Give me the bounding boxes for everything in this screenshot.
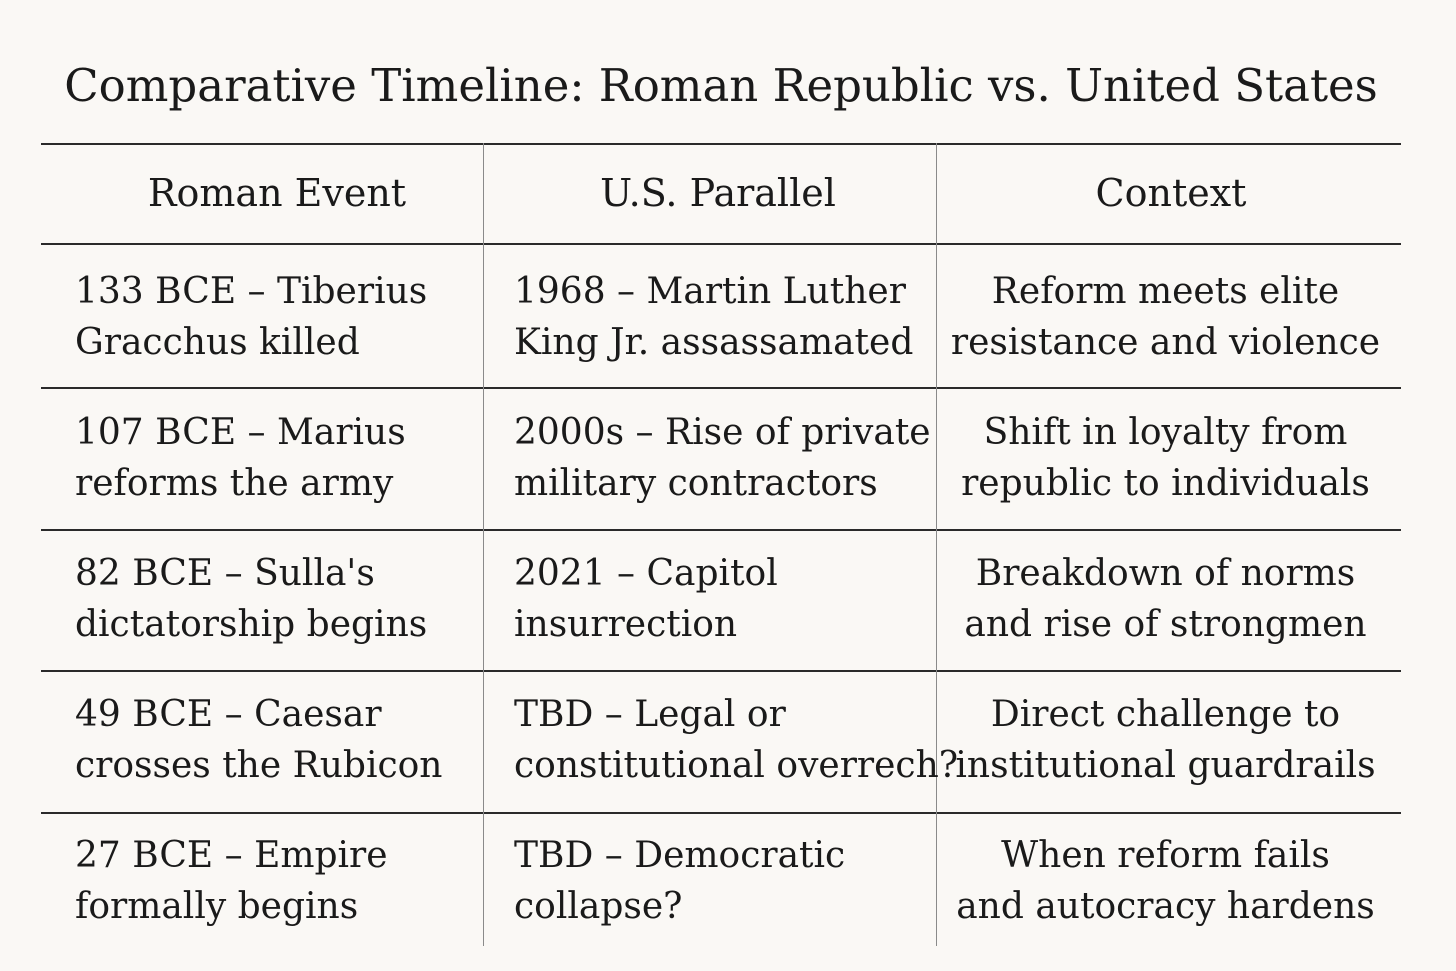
table-cell-context: When reform fails and autocracy hardens: [956, 835, 1375, 927]
table-cell-us: 2021 – Capitol insurrection: [514, 553, 778, 645]
row-divider: [41, 529, 1401, 531]
table-cell-context: Direct challenge to institutional guardrails: [955, 694, 1376, 786]
header-us-parallel: U.S. Parallel: [600, 171, 836, 215]
table-cell-roman: 133 BCE – Tiberius Gracchus killed: [75, 271, 428, 363]
table-cell-context: Shift in loyalty from republic to individuals: [961, 412, 1370, 504]
table-cell-us: TBD – Democratic collapse?: [514, 835, 846, 927]
table-cell-roman: 49 BCE – Caesar crosses the Rubicon: [75, 694, 443, 786]
column-divider: [483, 143, 484, 946]
row-divider: [41, 387, 1401, 389]
table-cell-roman: 27 BCE – Empire formally begins: [75, 835, 388, 927]
table-cell-us: 1968 – Martin Luther King Jr. assassamated: [514, 271, 914, 363]
table-cell-context: Reform meets elite resistance and violence: [950, 271, 1381, 363]
table-cell-context: Breakdown of norms and rise of strongmen: [964, 553, 1367, 645]
row-divider: [41, 670, 1401, 672]
table-cell-roman: 107 BCE – Marius reforms the army: [75, 412, 406, 504]
header-roman-event: Roman Event: [147, 171, 407, 215]
page-title: Comparative Timeline: Roman Republic vs. United States: [64, 59, 1378, 112]
table-cell-roman: 82 BCE – Sulla's dictatorship begins: [75, 553, 428, 645]
table-cell-us: TBD – Legal or constitutional overrech?: [514, 694, 959, 786]
column-divider: [936, 143, 937, 946]
header-context: Context: [1095, 171, 1247, 215]
row-divider: [41, 812, 1401, 814]
table-cell-us: 2000s – Rise of private military contractors: [514, 412, 931, 504]
